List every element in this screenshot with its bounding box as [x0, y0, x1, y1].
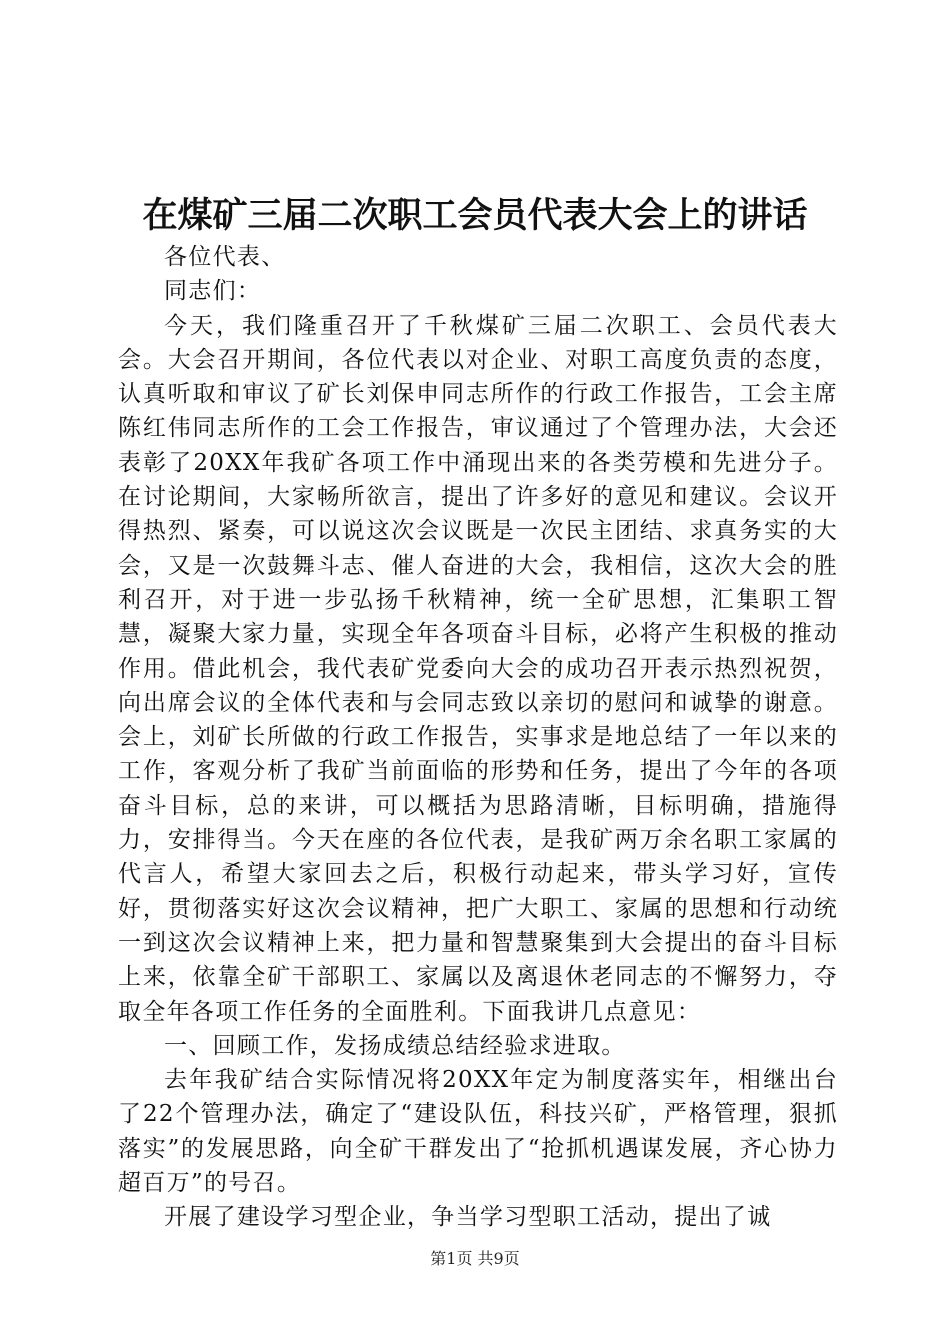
- paragraph-review: 去年我矿结合实际情况将20XX年定为制度落实年，相继出台了22个管理办法，确定了“建设队伍，科技兴矿，严格管理，狠抓落实”的发展思路，向全矿干群发出了“抢抓机遇谋发展，齐心协力超百万”的号召。: [118, 1067, 838, 1197]
- page-footer: 第1页 共9页: [430, 1249, 520, 1268]
- document-title: 在煤矿三届二次职工会员代表大会上的讲话: [142, 195, 808, 236]
- salutation-line-2: 同志们：: [164, 278, 262, 305]
- document-body: [118, 240, 838, 1235]
- paragraph-learning: 开展了建设学习型企业，争当学习型职工活动，提出了诚: [164, 1204, 772, 1231]
- section-heading-1: 一、回顾工作，发扬成绩总结经验求进取。: [164, 1032, 626, 1059]
- paragraph-opening: 今天，我们隆重召开了千秋煤矿三届二次职工、会员代表大会。大会召开期间，各位代表以对企业、对职工高度负责的态度，认真听取和审议了矿长刘保申同志所作的行政工作报告，工会主席陈红伟同志所作的工会工作报告，审议通过了个管理办法，大会还表彰了20XX年我矿各项工作中涌现出来的各类劳模和先进分子。在讨论期间，大家畅所欲言，提出了许多好的意见和建议。会议开得热烈、紧奏，可以说这次会议既是一次民主团结、求真务实的大会，又是一次鼓舞斗志、催人奋进的大会，我相信，这次大会的胜利召开，对于进一步弘扬千秋精神，统一全矿思想，汇集职工智慧，凝聚大家力量，实现全年各项奋斗目标，必将产生积极的推动作用。借此机会，我代表矿党委向大会的成功召开表示热烈祝贺，向出席会议的全体代表和与会同志致以亲切的慰问和诚挚的谢意。会上，刘矿长所做的行政工作报告，实事求是地总结了一年以来的工作，客观分析了我矿当前面临的形势和任务，提出了今年的各项奋斗目标，总的来讲，可以概括为思路清晰，目标明确，措施得力，安排得当。今天在座的各位代表，是我矿两万余名职工家属的代言人，希望大家回去之后，积极行动起来，带头学习好，宣传好，贯彻落实好这次会议精神，把广大职工、家属的思想和行动统一到这次会议精神上来，把力量和智慧聚集到大会提出的奋斗目标上来，依靠全矿干部职工、家属以及离退休老同志的不懈努力，夺取全年各项工作任务的全面胜利。下面我讲几点意见：: [118, 312, 838, 1025]
- salutation-line-1: 各位代表、: [164, 244, 286, 270]
